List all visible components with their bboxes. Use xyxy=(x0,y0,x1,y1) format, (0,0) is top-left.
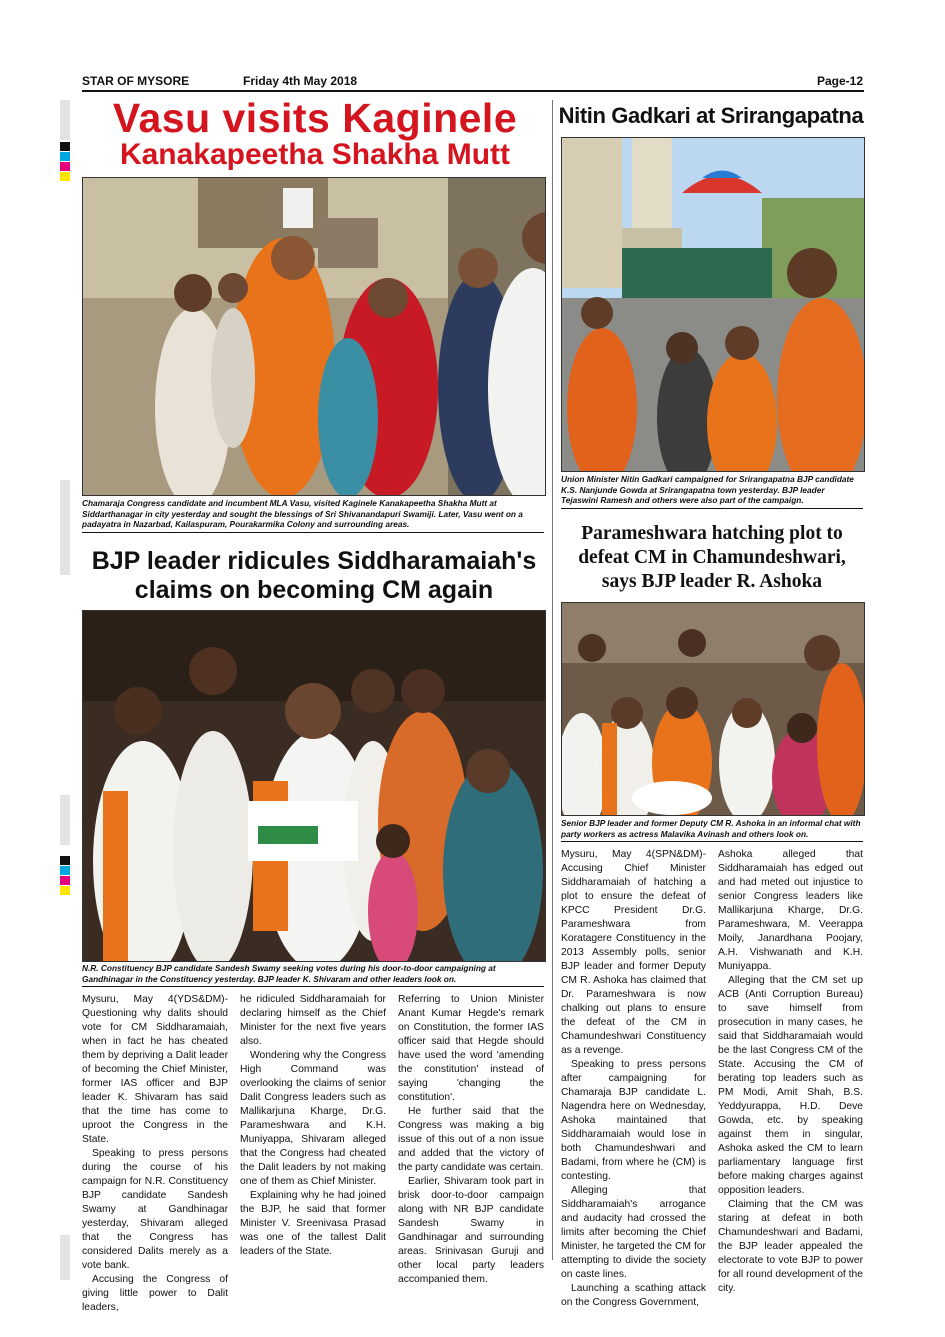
registration-black xyxy=(60,856,70,865)
header-rule xyxy=(82,90,864,92)
story4-paragraph: Speaking to press persons after campaigning for Chamaraja BJP candidate L. Nagendra here on Wednesday, Ashoka maintained that Siddharamaiah would lose in both Chamundeshwari and Badami, from where he (CM) is contesting. xyxy=(561,1059,706,1182)
story4-paragraph: Claiming that the CM was staring at defeat in both Chamundeshwari and Badami, the BJP leader appealed the electorate to vote BJP to power for all round development of the city. xyxy=(718,1199,863,1294)
story3-caption: N.R. Constituency BJP candidate Sandesh Swamy seeking votes during his door-to-door campaigning at Gandhinagar in the Constituency yesterday. BJP leader K. Shivaram and other leaders look on. xyxy=(82,963,544,987)
story2-headline: Nitin Gadkari at Srirangapatna xyxy=(558,103,864,128)
story1-headline-line2: Kanakapeetha Shakha Mutt xyxy=(119,138,511,171)
story3-paragraph: he ridiculed Siddharamaiah for declaring himself as the Chief Minister for the next five years also. xyxy=(240,994,386,1047)
story3-paragraph: Earlier, Shivaram took part in brisk door-to-door campaign along with NR BJP candidate Sandesh Swamy in Gandhinagar and surrounding areas. Srinivasan Guruji and other local party leaders accompanied them. xyxy=(398,1176,544,1285)
story3-paragraph: Speaking to press persons during the course of his campaign for N.R. Constituency BJP candidate Sandesh Swamy at Gandhinagar yesterday, Shivaram alleged that the Congress has considered Dalits merely as a vote bank. xyxy=(82,1148,228,1271)
story4-paragraph: Mysuru, May 4(SPN&DM)- Accusing Chief Minister Siddharamaiah of hatching a plot to ensure the defeat of KPCC President Dr.G. Parameshwara from Koratagere Constituency in the 2013 Assembly polls, senior BJP leader and former Deputy CM R. Ashoka has claimed that Dr. Parameshwara is now chalking out plans to ensure the defeat of the CM in Chamundeshwari Constituency as a revenge. xyxy=(561,849,706,1056)
story3-paragraph: Referring to Union Minister Anant Kumar Hegde's remark on Constitution, the former IAS officer said that Hegde should have used the word 'amending the constitution' instead of saying 'changing the constitution'. xyxy=(398,994,544,1103)
story4-column-1 xyxy=(561,848,706,1310)
story3-headline-line2: claims on becoming CM again xyxy=(134,576,494,604)
registration-magenta xyxy=(60,876,70,885)
registration-yellow xyxy=(60,172,70,181)
story3-paragraph: Explaining why he had joined the BJP, he said that former Minister V. Sreenivasa Prasad was one of the tallest Dalit leaders of the State. xyxy=(240,1190,386,1257)
story4-caption: Senior BJP leader and former Deputy CM R. Ashoka in an informal chat with party workers as actress Malavika Avinash and others look on. xyxy=(561,818,863,842)
story4-paragraph: Ashoka alleged that Siddharamaiah has edged out and had meted out injustice to senior Congress leaders like Mallikarjuna Kharge, Dr.G. Parameshwara, M. Veerappa Moily, Janardhana Poojary, A.H. Vishwanath and K.H. Muniyappa. xyxy=(718,849,863,972)
story3-paragraph: He further said that the Congress was making a big issue of this out of a non issue and added that the victory of the party candidate was certain. xyxy=(398,1106,544,1173)
page-number: Page-12 xyxy=(816,74,863,88)
story4-headline-line2: defeat CM in Chamundeshwari, xyxy=(578,547,846,568)
story1-caption: Chamaraja Congress candidate and incumbent MLA Vasu, visited Kaginele Kanakapeetha Shakha Mutt at Siddarthanagar in city yesterday and sought the blessings of Sri Shivanandapuri Swamiji. Later, Vasu went on a padayatra in Nazarbad, Kailaspuram, Pourakarmika Colony and surrounding areas. xyxy=(82,498,544,533)
story3-headline-line1: BJP leader ridicules Siddharamaiah's xyxy=(91,547,537,575)
registration-bar xyxy=(60,1235,70,1280)
story4-paragraph: Alleging that the CM set up ACB (Anti Corruption Bureau) to save himself from prosecution in many cases, he said that Siddharamaiah would be the last Congress CM of the State. Accusing the CM of berating top leaders such as PM Modi, Amit Shah, B.S. Yeddyurappa, H.D. Deve Gowda, etc. by speaking against them in singular, Ashoka asked the CM to learn parliamentary language first before making charges against opposition leaders. xyxy=(718,975,863,1196)
issue-date: Friday 4th May 2018 xyxy=(243,74,358,88)
registration-bar xyxy=(60,795,70,845)
registration-bar xyxy=(60,480,70,575)
story4-photo xyxy=(561,602,865,816)
story3-photo xyxy=(82,610,546,962)
registration-bar xyxy=(60,100,70,140)
story3-column-1 xyxy=(82,993,228,1315)
story4-paragraph: Alleging that Siddharamaiah's arrogance and audacity had crossed the limits after becoming the Chief Minister, he targeted the CM for attempting to divide the society on caste lines. xyxy=(561,1185,706,1280)
registration-black xyxy=(60,142,70,151)
story3-column-2 xyxy=(240,993,386,1259)
story4-column-2 xyxy=(718,848,863,1296)
story3-paragraph: Wondering why the Congress High Command was overlooking the claims of senior Dalit Congress leaders such as Mallikarjuna Kharge, Dr.G. Parameshwara and K.H. Muniyappa, Shivaram alleged that the Congress had cheated the Dalit leaders by not making one of them as Chief Minister. xyxy=(240,1050,386,1187)
registration-cyan xyxy=(60,866,70,875)
story4-headline-line1: Parameshwara hatching plot to xyxy=(581,523,843,544)
paper-name: STAR OF MYSORE xyxy=(82,74,190,88)
story1-headline-line1: Vasu visits Kaginele xyxy=(112,95,518,141)
registration-magenta xyxy=(60,162,70,171)
story3-paragraph: Accusing the Congress of giving little power to Dalit leaders, xyxy=(82,1274,228,1313)
story4-paragraph: Launching a scathing attack on the Congress Government, xyxy=(561,1283,706,1308)
story2-caption: Union Minister Nitin Gadkari campaigned for Srirangapatna BJP candidate K.S. Nanjunde Gowda at Srirangapatna town yesterday. BJP leader Tejaswini Ramesh and others were also part of the campaign. xyxy=(561,474,863,509)
story3-column-3 xyxy=(398,993,544,1287)
story4-headline-line3: says BJP leader R. Ashoka xyxy=(601,571,823,592)
story2-photo xyxy=(561,137,865,472)
story1-photo xyxy=(82,177,546,496)
story3-paragraph: Mysuru, May 4(YDS&DM)- Questioning why dalits should vote for CM Siddharamaiah, when in fact he has cheated them by depriving a Dalit leader of becoming the Chief Minister, former IAS officer and BJP leader K. Shivaram has said that the time has come to uproot the Congress in the State. xyxy=(82,994,228,1145)
registration-cyan xyxy=(60,152,70,161)
column-divider xyxy=(552,100,553,1260)
registration-yellow xyxy=(60,886,70,895)
